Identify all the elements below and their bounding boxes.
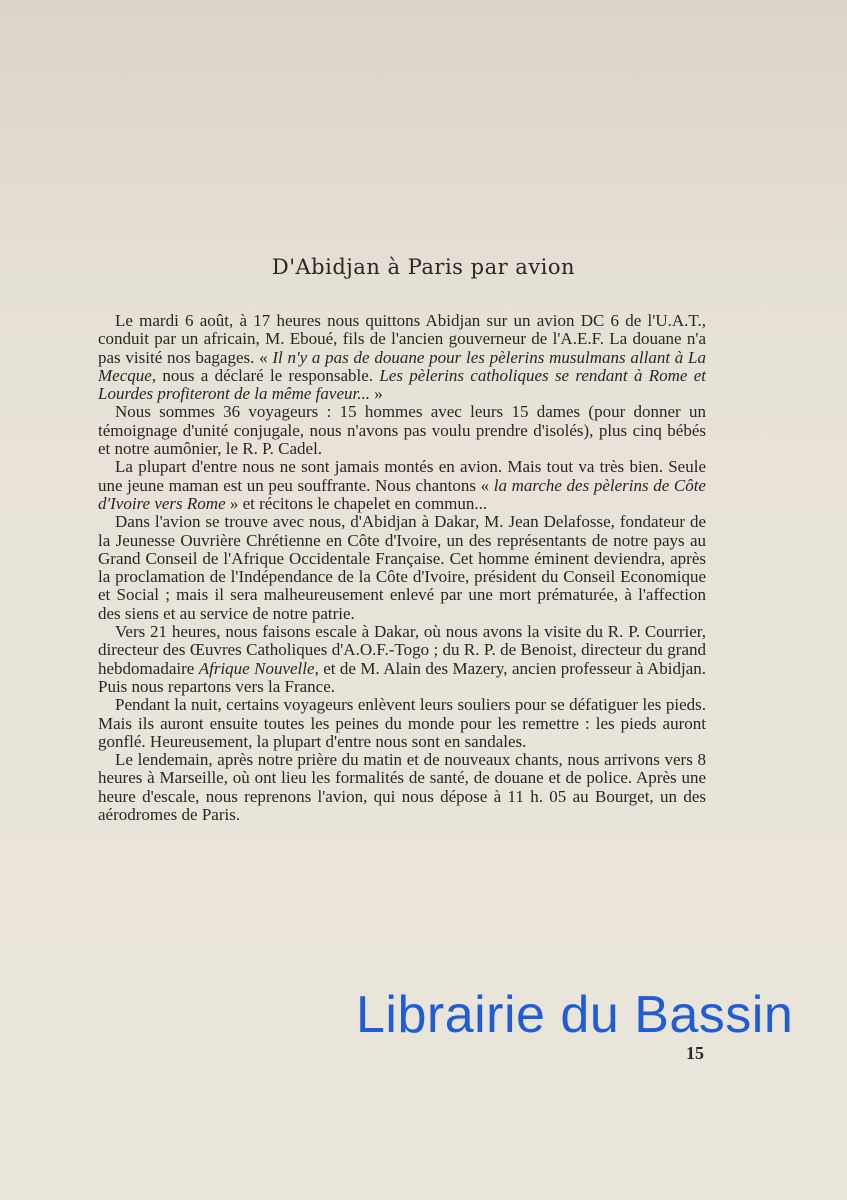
- chapter-title: D'Abidjan à Paris par avion: [271, 255, 576, 279]
- paragraph-1: Le mardi 6 août, à 17 heures nous quittons Abidjan sur un avion DC 6 de l'U.A.T., conduit par un africain, M. Eboué, fils de l'ancien gouverneur de l'A.E.F. La douane n'a pas visité nos bagages. « Il n'y a pas de douane pour les pèlerins musulmans allant à La Mecque, nous a déclaré le responsable. Les pèlerins catholiques se rendant à Rome et Lourdes profiteront de la même faveur... »: [98, 311, 706, 404]
- paragraph-3: La plupart d'entre nous ne sont jamais montés en avion. Mais tout va très bien. Seule une jeune maman est un peu souffrante. Nous chantons « la marche des pèlerins de Côte d'Ivoire vers Rome » et récitons le chapelet en commun...: [98, 457, 706, 513]
- paragraph-7: Le lendemain, après notre prière du matin et de nouveaux chants, nous arrivons vers 8 heures à Marseille, où ont lieu les formalités de santé, de douane et de police. Après une heure d'escale, nous reprenons l'avion, qui nous dépose à 11 h. 05 au Bourget, un des aérodromes de Paris.: [98, 750, 706, 825]
- chapter-body: [98, 312, 706, 824]
- paragraph-2: Nous sommes 36 voyageurs : 15 hommes avec leurs 15 dames (pour donner un témoignage d'unité conjugale, nous n'avons pas voulu prendre d'isolés), plus cinq bébés et notre aumônier, le R. P. Cadel.: [98, 402, 706, 459]
- watermark-text: Librairie du Bassin: [356, 986, 794, 1044]
- paragraph-6: Pendant la nuit, certains voyageurs enlèvent leurs souliers pour se défatiguer les pieds. Mais ils auront ensuite toutes les peines du monde pour les remettre : les pieds auront gonflé. Heureusement, la plupart d'entre nous sont en sandales.: [98, 695, 706, 751]
- paragraph-5: Vers 21 heures, nous faisons escale à Dakar, où nous avons la visite du R. P. Courrier, directeur des Œuvres Catholiques d'A.O.F.-Togo ; du R. P. de Benoist, directeur du grand hebdomadaire Afrique Nouvelle, et de M. Alain des Mazery, ancien professeur à Abidjan. Puis nous repartons vers la France.: [98, 622, 707, 696]
- page-number: 15: [686, 1043, 704, 1063]
- paragraph-4: Dans l'avion se trouve avec nous, d'Abidjan à Dakar, M. Jean Delafosse, fondateur de la Jeunesse Ouvrière Chrétienne en Côte d'Ivoire, un des représentants de notre pays au Grand Conseil de l'Afrique Occidentale Française. Cet homme éminent deviendra, après la proclamation de l'Indépendance de la Côte d'Ivoire, président du Conseil Economique et Social ; mais il sera malheureusement enlevé par une mort prématurée, à l'affection des siens et au service de notre patrie.: [98, 512, 706, 623]
